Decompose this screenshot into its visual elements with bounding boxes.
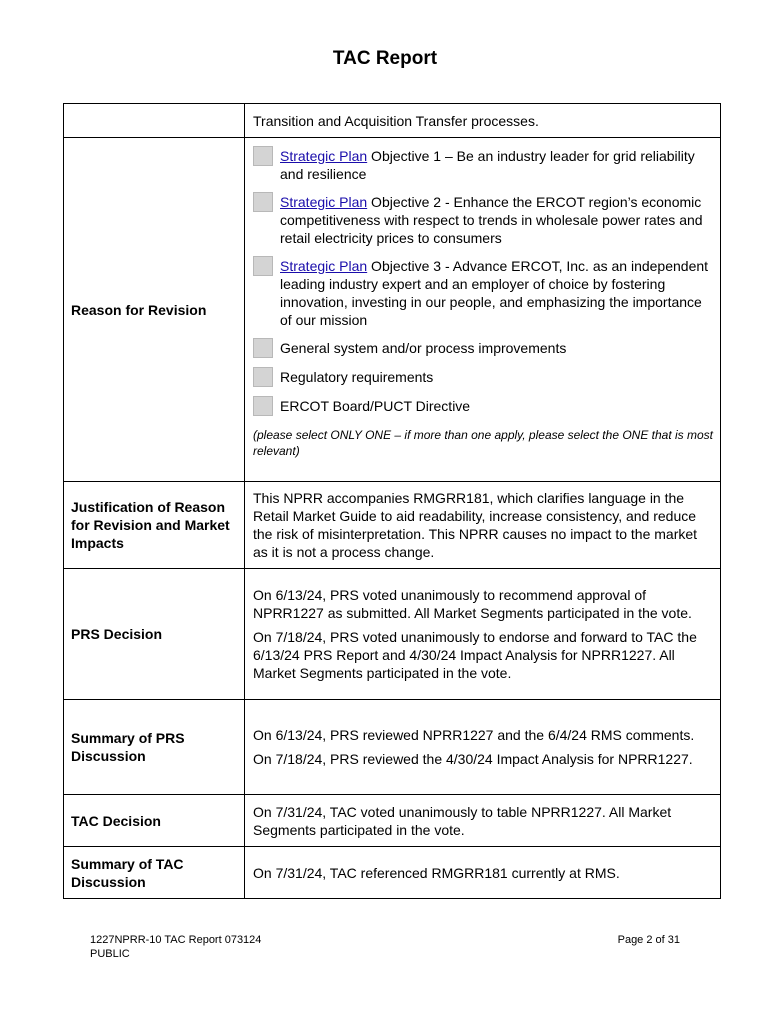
strategic-plan-link-2[interactable]: Strategic Plan — [280, 194, 368, 210]
table-row-prs-decision — [64, 569, 721, 700]
strategic-plan-link-1[interactable]: Strategic Plan — [280, 148, 368, 164]
footer-doc-info — [90, 933, 261, 961]
intro-text: Transition and Acquisition Transfer processes. — [245, 104, 721, 138]
row-label-prs-summary: Summary of PRS Discussion — [64, 700, 245, 795]
footer-doc-id: 1227NPRR-10 TAC Report 073124 — [90, 934, 262, 946]
row-label-reason: Reason for Revision — [64, 138, 245, 482]
table-row-tac-summary — [64, 847, 721, 899]
option-objective-2 — [253, 192, 714, 247]
table-row-tac-decision — [64, 795, 721, 847]
row-label-tac-decision: TAC Decision — [64, 795, 245, 847]
checkbox-general-improvements[interactable] — [253, 338, 273, 358]
prs-decision-content — [245, 569, 721, 700]
prs-summary-paragraph-2: On 7/18/24, PRS reviewed the 4/30/24 Impact Analysis for NPRR1227. — [253, 751, 693, 767]
option-regulatory-text: Regulatory requirements — [280, 369, 434, 385]
prs-summary-paragraph-1: On 6/13/24, PRS reviewed NPRR1227 and the 6/4/24 RMS comments. — [253, 727, 695, 743]
footer-page-number: Page 2 of 31 — [617, 934, 680, 946]
option-general-improvements — [253, 338, 714, 358]
option-general-improvements-text: General system and/or process improvements — [280, 340, 567, 356]
table-row-intro — [64, 104, 721, 138]
tac-decision-text: On 7/31/24, TAC voted unanimously to table NPRR1227. All Market Segments participated in the vote. — [245, 795, 721, 847]
report-table — [63, 103, 721, 899]
option-board-directive-text: ERCOT Board/PUCT Directive — [280, 398, 471, 414]
table-row-reason — [64, 138, 721, 482]
page-title: TAC Report — [332, 48, 438, 69]
row-label-empty — [64, 104, 245, 138]
checkbox-objective-1[interactable] — [253, 146, 273, 166]
prs-summary-content — [245, 700, 721, 795]
justification-text: This NPRR accompanies RMGRR181, which clarifies language in the Retail Market Guide to aid readability, increase consistency, and reduce the risk of misinterpretation. This NPRR causes no impact to the market as it is not a process change. — [245, 482, 721, 569]
tac-summary-text: On 7/31/24, TAC referenced RMGRR181 currently at RMS. — [245, 847, 721, 899]
option-objective-1 — [253, 146, 714, 183]
checkbox-objective-3[interactable] — [253, 256, 273, 276]
footer-classification: PUBLIC — [90, 948, 130, 960]
prs-decision-paragraph-2: On 7/18/24, PRS voted unanimously to endorse and forward to TAC the 6/13/24 PRS Report and 4/30/24 Impact Analysis for NPRR1227. All Market Segments participated in the vote. — [253, 629, 697, 681]
reason-options — [245, 138, 721, 482]
row-label-tac-summary: Summary of TAC Discussion — [64, 847, 245, 899]
row-label-prs-decision: PRS Decision — [64, 569, 245, 700]
option-objective-2-text: Objective 2 - Enhance the ERCOT region’s economic competitiveness with respect to trends in wholesale power rates and retail electricity prices to consumers — [280, 194, 703, 246]
selection-note: (please select ONLY ONE – if more than one apply, please select the ONE that is most relevant) — [253, 428, 714, 458]
option-objective-3 — [253, 256, 714, 329]
table-row-prs-summary — [64, 700, 721, 795]
table-row-justification — [64, 482, 721, 569]
checkbox-board-directive[interactable] — [253, 396, 273, 416]
strategic-plan-link-3[interactable]: Strategic Plan — [280, 258, 368, 274]
option-objective-1-text: Objective 1 – Be an industry leader for grid reliability and resilience — [280, 148, 695, 182]
prs-decision-paragraph-1: On 6/13/24, PRS voted unanimously to recommend approval of NPRR1227 as submitted. All Market Segments participated in the vote. — [253, 587, 692, 621]
checkbox-objective-2[interactable] — [253, 192, 273, 212]
checkbox-regulatory[interactable] — [253, 367, 273, 387]
option-board-directive — [253, 396, 714, 416]
option-regulatory — [253, 367, 714, 387]
row-label-justification: Justification of Reason for Revision and Market Impacts — [64, 482, 245, 569]
option-objective-3-text: Objective 3 - Advance ERCOT, Inc. as an independent leading industry expert and an employer of choice by fostering innovation, investing in our people, and emphasizing the importance of our mission — [280, 258, 709, 328]
